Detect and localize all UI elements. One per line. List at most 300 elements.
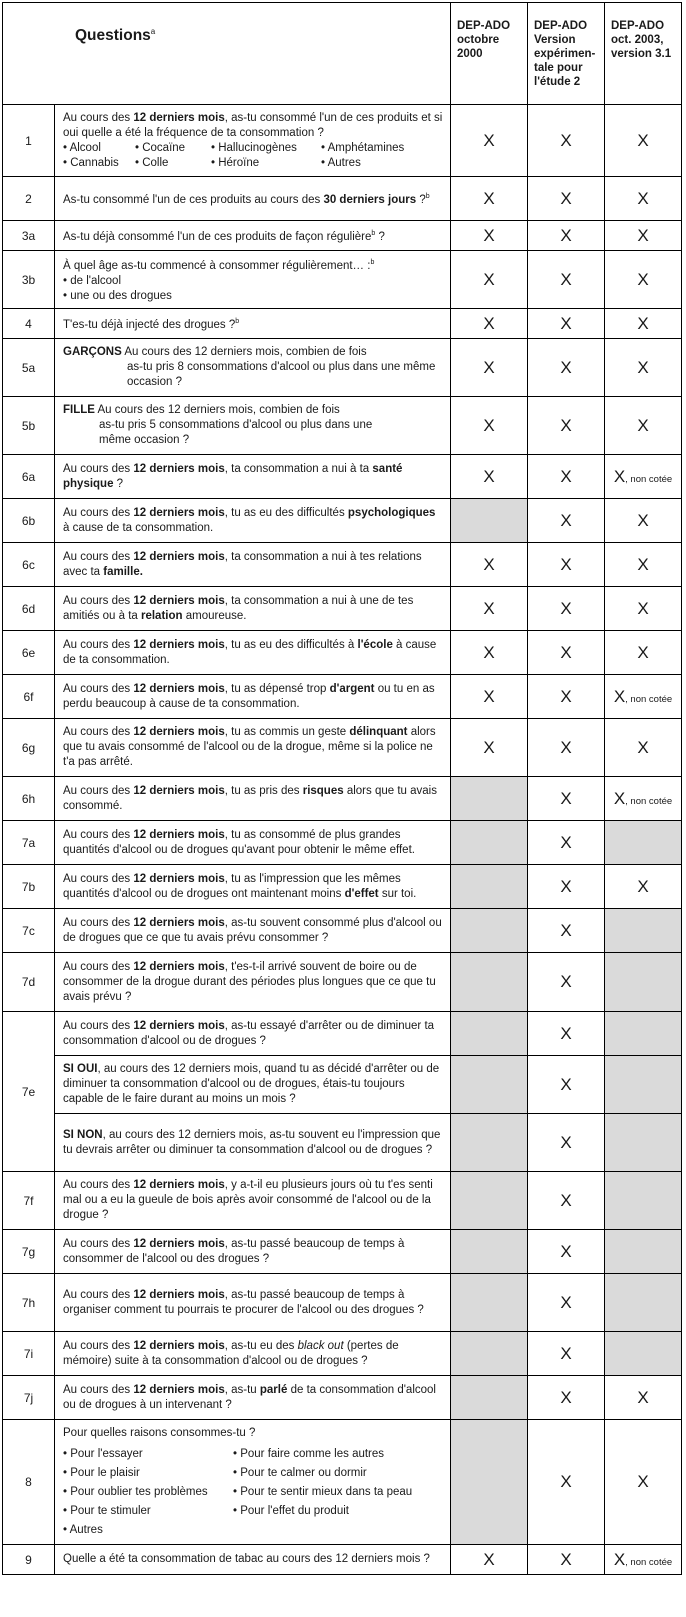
text-bold: 12 derniers mois xyxy=(133,506,225,519)
x-mark: X xyxy=(560,466,572,486)
text-bold: 12 derniers mois xyxy=(133,726,225,738)
text-part: Au cours des xyxy=(63,111,134,124)
table-row xyxy=(3,777,682,821)
row-number: 3b xyxy=(3,251,55,309)
mark-cell xyxy=(451,719,528,777)
footnote-sup: b xyxy=(370,259,375,267)
list-item: • Pour l'effet du produit xyxy=(233,1505,349,1517)
questions-header-label: Questions xyxy=(75,27,151,45)
list-item: • Autres xyxy=(321,156,361,169)
list-item: • Cannabis xyxy=(63,156,119,169)
text-part: , as-tu passé beaucoup de temps à organiser comment tu pourrais te procurer de l'alcool ou des drogues ? xyxy=(63,1288,424,1316)
row-number: 7c xyxy=(3,909,55,953)
text-part: à cause de ta consommation. xyxy=(63,638,437,666)
question-text xyxy=(55,777,451,821)
text-bold: 12 derniers mois xyxy=(133,550,225,563)
text-bold: 12 derniers mois xyxy=(133,1237,225,1250)
text-part: , au cours des 12 derniers mois, quand tu as décidé d'arrêter ou de diminuer ta consommation d'alcool ou de drogues, étais-tu toujours capable de le faire durant au moins un mois ? xyxy=(63,1063,440,1105)
empty-cell xyxy=(605,1230,682,1274)
text-part: , as-tu souvent consommé plus d'alcool ou de drogues que ce que tu avais prévu consommer ? xyxy=(63,916,442,944)
text-bold: santé physique xyxy=(63,462,403,490)
mark-cell xyxy=(451,309,528,339)
table-row xyxy=(3,953,682,1012)
text-part: Au cours des xyxy=(63,1019,134,1032)
text-part: , as-tu eu des xyxy=(224,1339,298,1352)
non-cotee-note: , non cotée xyxy=(625,693,673,705)
row-number: 7e xyxy=(3,1012,55,1172)
mark-cell xyxy=(605,543,682,587)
empty-cell xyxy=(451,1114,528,1172)
text-part: Au cours des xyxy=(63,726,134,738)
question-text xyxy=(55,339,451,397)
text-part: , tu as pris des xyxy=(224,784,303,797)
text-part: Au cours des xyxy=(63,1179,134,1191)
table-row xyxy=(3,1012,682,1056)
x-mark: X xyxy=(483,598,495,618)
empty-cell xyxy=(605,1274,682,1332)
list-item: • Alcool xyxy=(63,141,101,154)
x-mark: X xyxy=(560,554,572,574)
text-part: Au cours des xyxy=(63,916,134,929)
text-part: Au cours des xyxy=(63,1383,134,1396)
mark-cell xyxy=(451,543,528,587)
list-item: • Hallucinogènes xyxy=(211,141,297,154)
mark-cell xyxy=(528,821,605,865)
question-text xyxy=(55,1172,451,1230)
x-mark: X xyxy=(637,130,649,150)
empty-cell xyxy=(451,1376,528,1420)
mark-cell xyxy=(605,1420,682,1545)
list-item: • Amphétamines xyxy=(321,141,405,154)
x-mark: X xyxy=(560,686,572,706)
text-part: Quelle a été ta consommation de tabac au cours des 12 derniers mois ? xyxy=(63,1553,430,1565)
row-number: 7d xyxy=(3,953,55,1012)
mark-cell xyxy=(528,221,605,251)
text-part: Au cours des xyxy=(63,1237,134,1250)
question-text xyxy=(55,587,451,631)
substance-list xyxy=(63,141,443,171)
x-mark: X xyxy=(560,788,572,808)
text-part: , y a-t-il eu plusieurs jours où tu t'es senti mal ou a eu la gueule de bois après avoir consommé de l'alcool ou de la drogue ? xyxy=(63,1179,433,1221)
x-mark: X xyxy=(560,832,572,852)
text-bold: SI NON xyxy=(63,1128,103,1141)
mark-cell xyxy=(605,1376,682,1420)
table-row xyxy=(3,1172,682,1230)
x-mark: X xyxy=(483,737,495,757)
row-number: 6e xyxy=(3,631,55,675)
x-mark: X xyxy=(560,1549,572,1569)
mark-cell xyxy=(528,1332,605,1376)
table-row xyxy=(3,909,682,953)
x-mark: X xyxy=(483,313,495,333)
empty-cell xyxy=(605,1114,682,1172)
mark-cell xyxy=(528,1230,605,1274)
list-item: • Pour l'essayer xyxy=(63,1448,143,1460)
mark-cell xyxy=(605,675,682,719)
text-part: Au cours des xyxy=(63,1288,134,1301)
non-cotee-note: , non cotée xyxy=(625,1556,673,1568)
empty-cell xyxy=(451,909,528,953)
empty-cell xyxy=(451,777,528,821)
row-number: 6d xyxy=(3,587,55,631)
text-bold: GARÇONS xyxy=(63,346,122,358)
text-part: , ta consommation a nui à tes relations avec ta xyxy=(63,550,422,578)
mark-cell xyxy=(451,587,528,631)
x-mark: X xyxy=(560,737,572,757)
row-number: 7h xyxy=(3,1274,55,1332)
x-mark: X xyxy=(637,269,649,289)
non-cotee-note: , non cotée xyxy=(625,473,673,485)
question-text xyxy=(55,543,451,587)
text-bold: 12 derniers mois xyxy=(133,916,225,929)
text-part: à cause de ta consommation. xyxy=(63,521,214,534)
table-row xyxy=(3,1114,682,1172)
mark-cell xyxy=(528,587,605,631)
text-bold: 12 derniers mois xyxy=(133,1288,225,1301)
x-mark: X xyxy=(637,642,649,662)
text-part: , ta consommation a nui à une de tes amitiés ou à ta xyxy=(63,594,414,622)
text-part: Au cours des xyxy=(63,1339,134,1352)
mark-cell xyxy=(528,1056,605,1114)
mark-cell xyxy=(451,1545,528,1575)
text-part: As-tu consommé l'un de ces produits au cours des xyxy=(63,193,324,206)
text-part: , tu as consommé de plus grandes quantités d'alcool ou de drogues qu'avant pour obtenir le même effet. xyxy=(63,828,415,856)
text-part: (pertes de mémoire) suite à ta consommation d'alcool ou de drogues ? xyxy=(63,1339,399,1367)
question-text xyxy=(55,1012,451,1056)
empty-cell xyxy=(451,1012,528,1056)
x-mark: X xyxy=(483,1549,495,1569)
mark-cell xyxy=(451,675,528,719)
text-part: , tu as eu des difficultés xyxy=(224,506,348,519)
mark-cell xyxy=(528,953,605,1012)
row-number: 8 xyxy=(3,1420,55,1545)
row-number: 4 xyxy=(3,309,55,339)
x-mark: X xyxy=(560,415,572,435)
text-part: Pour quelles raisons consommes-tu ? xyxy=(63,1427,256,1439)
text-bold: 12 derniers mois xyxy=(133,638,225,651)
x-mark: X xyxy=(560,225,572,245)
text-bold: 12 derniers mois xyxy=(133,872,225,885)
row-number: 1 xyxy=(3,105,55,177)
text-bold: d'effet xyxy=(344,887,379,900)
x-mark: X xyxy=(560,510,572,530)
row-number: 7i xyxy=(3,1332,55,1376)
text-part: As-tu déjà consommé l'un de ces produits de façon régulière xyxy=(63,230,372,243)
mark-cell xyxy=(528,909,605,953)
table-row xyxy=(3,587,682,631)
row-number: 7a xyxy=(3,821,55,865)
text-part: sur toi. xyxy=(378,887,417,900)
text-part: Au cours des xyxy=(63,506,134,519)
table-row xyxy=(3,719,682,777)
text-part: , t'es-t-il arrivé souvent de boire ou de consommer de la drogue durant des périodes plus longues que ce que tu avais prévu ? xyxy=(63,960,436,1003)
row-number: 7j xyxy=(3,1376,55,1420)
mark-cell xyxy=(528,777,605,821)
text-part: Au cours des xyxy=(63,594,134,607)
x-mark: X xyxy=(637,510,649,530)
row-number: 5b xyxy=(3,397,55,455)
text-part: , as-tu essayé d'arrêter ou de diminuer ta consommation d'alcool ou de drogues ? xyxy=(63,1019,435,1047)
table-row xyxy=(3,1332,682,1376)
text-part: ou tu en as perdu beaucoup à cause de ta consommation. xyxy=(63,682,435,710)
mark-cell xyxy=(605,587,682,631)
row-number: 5a xyxy=(3,339,55,397)
x-mark: X xyxy=(483,554,495,574)
mark-cell xyxy=(528,631,605,675)
text-part: Au cours des xyxy=(63,784,134,797)
text-bold: psychologiques xyxy=(347,506,436,519)
question-text xyxy=(55,631,451,675)
x-mark: X xyxy=(637,415,649,435)
text-bold: famille. xyxy=(103,565,143,578)
row-number: 7g xyxy=(3,1230,55,1274)
table-row xyxy=(3,397,682,455)
x-mark: X xyxy=(613,788,626,808)
x-mark: X xyxy=(483,642,495,662)
x-mark: X xyxy=(560,313,572,333)
x-mark: X xyxy=(560,972,572,991)
empty-cell xyxy=(451,1056,528,1114)
mark-cell xyxy=(451,631,528,675)
question-text xyxy=(55,1056,451,1114)
text-part: Au cours des 12 derniers mois, combien de fois xyxy=(121,346,367,358)
mark-cell xyxy=(605,339,682,397)
question-text xyxy=(55,1274,451,1332)
mark-cell xyxy=(528,309,605,339)
text-bold: parlé xyxy=(259,1383,288,1396)
table-row xyxy=(3,1545,682,1575)
empty-cell xyxy=(451,1274,528,1332)
row-number: 7f xyxy=(3,1172,55,1230)
mark-cell xyxy=(528,675,605,719)
text-bold: 12 derniers mois xyxy=(133,594,225,607)
row-number: 2 xyxy=(3,177,55,221)
table-row xyxy=(3,221,682,251)
x-mark: X xyxy=(613,1549,626,1569)
text-bold: 12 derniers mois xyxy=(133,828,225,841)
x-mark: X xyxy=(560,1190,572,1210)
text-bold: l'école xyxy=(357,638,393,651)
text-bold: 12 derniers mois xyxy=(133,1339,225,1352)
table-row xyxy=(3,309,682,339)
x-mark: X xyxy=(560,876,572,896)
question-text xyxy=(55,675,451,719)
list-item: • Pour le plaisir xyxy=(63,1467,140,1479)
list-item: • Cocaïne xyxy=(135,141,186,154)
mark-cell xyxy=(451,221,528,251)
x-mark: X xyxy=(483,188,495,208)
mark-cell xyxy=(528,1172,605,1230)
list-item: • Autres xyxy=(63,1524,103,1536)
question-text xyxy=(55,909,451,953)
table-row xyxy=(3,1376,682,1420)
empty-cell xyxy=(605,1056,682,1114)
text-part: Au cours des xyxy=(63,682,134,695)
questions-header xyxy=(3,3,451,105)
text-bold: 12 derniers mois xyxy=(133,111,225,124)
text-bold: 12 derniers mois xyxy=(133,682,225,695)
mark-cell xyxy=(451,105,528,177)
mark-cell xyxy=(528,251,605,309)
mark-cell xyxy=(605,719,682,777)
x-mark: X xyxy=(483,686,495,706)
row-number: 6b xyxy=(3,499,55,543)
mark-cell xyxy=(451,455,528,499)
empty-cell xyxy=(451,1332,528,1376)
footnote-sup: b xyxy=(425,193,430,201)
mark-cell xyxy=(528,1012,605,1056)
row-number: 9 xyxy=(3,1545,55,1575)
text-part: , as-tu passé beaucoup de temps à consommer de l'alcool ou des drogues ? xyxy=(63,1237,405,1265)
x-mark: X xyxy=(560,357,572,377)
question-text xyxy=(55,1545,451,1575)
mark-cell xyxy=(528,1376,605,1420)
x-mark: X xyxy=(637,1472,649,1491)
x-mark: X xyxy=(483,415,495,435)
questions-table xyxy=(2,2,682,1575)
text-part: ? xyxy=(113,477,124,490)
text-bold: d'argent xyxy=(329,682,375,695)
x-mark: X xyxy=(560,1387,572,1407)
empty-cell xyxy=(451,865,528,909)
mark-cell xyxy=(528,397,605,455)
mark-cell xyxy=(528,177,605,221)
mark-cell xyxy=(451,339,528,397)
question-text xyxy=(55,865,451,909)
mark-cell xyxy=(528,1545,605,1575)
question-text xyxy=(55,1376,451,1420)
x-mark: X xyxy=(637,737,649,757)
x-mark: X xyxy=(483,466,495,486)
question-text xyxy=(55,1420,451,1545)
text-part: Au cours des xyxy=(63,550,134,563)
x-mark: X xyxy=(637,1387,649,1407)
question-text xyxy=(55,719,451,777)
mark-cell xyxy=(605,1545,682,1575)
x-mark: X xyxy=(560,920,572,940)
table-row xyxy=(3,251,682,309)
mark-cell xyxy=(528,455,605,499)
text-bold: 12 derniers mois xyxy=(133,1383,225,1396)
table-row xyxy=(3,105,682,177)
x-mark: X xyxy=(560,642,572,662)
empty-cell xyxy=(451,1172,528,1230)
empty-cell xyxy=(451,953,528,1012)
list-item: • Colle xyxy=(135,156,169,169)
text-part: À quel âge as-tu commencé à consommer régulièrement… : xyxy=(63,259,371,272)
text-bold: risques xyxy=(302,784,344,797)
empty-cell xyxy=(451,1420,528,1545)
text-bold: FILLE xyxy=(63,404,95,416)
question-text xyxy=(55,251,451,309)
empty-cell xyxy=(605,821,682,865)
mark-cell xyxy=(605,865,682,909)
text-part: de ta consommation d'alcool ou de drogues à un intervenant ? xyxy=(63,1383,436,1411)
text-bold: 12 derniers mois xyxy=(133,960,225,973)
x-mark: X xyxy=(560,188,572,208)
text-part: amoureuse. xyxy=(182,609,247,622)
text-bold: délinquant xyxy=(349,726,408,738)
empty-cell xyxy=(605,909,682,953)
x-mark: X xyxy=(560,1343,572,1363)
text-part: alors que tu avais consommé de l'alcool ou de la drogue, même si la police ne t'a pas arrêté. xyxy=(63,726,436,768)
question-text xyxy=(55,953,451,1012)
x-mark: X xyxy=(560,1074,572,1094)
list-item: • une ou des drogues xyxy=(63,289,172,302)
question-text xyxy=(55,221,451,251)
list-item: • Pour te calmer ou dormir xyxy=(233,1467,367,1479)
table-row xyxy=(3,339,682,397)
list-item: • Pour te sentir mieux dans ta peau xyxy=(233,1486,413,1498)
text-part: , tu as dépensé trop xyxy=(224,682,330,695)
text-part: , as-tu consommé l'un de ces produits et si oui quelle a été la fréquence de ta consommation ? xyxy=(63,111,443,139)
table-row xyxy=(3,1230,682,1274)
x-mark: X xyxy=(560,269,572,289)
x-mark: X xyxy=(483,130,495,150)
question-text xyxy=(55,1332,451,1376)
text-part: , as-tu xyxy=(224,1383,260,1396)
mark-cell xyxy=(528,719,605,777)
col-header-experimental: DEP-ADO Version expérimen-tale pour l'étude 2 xyxy=(528,3,605,105)
col-header-2000: DEP-ADO octobre 2000 xyxy=(451,3,528,105)
text-part: Au cours des xyxy=(63,638,134,651)
question-text xyxy=(55,455,451,499)
mark-cell xyxy=(451,397,528,455)
mark-cell xyxy=(528,105,605,177)
table-row xyxy=(3,821,682,865)
row-number: 7b xyxy=(3,865,55,909)
text-bold: relation xyxy=(140,609,183,622)
x-mark: X xyxy=(560,1132,572,1152)
x-mark: X xyxy=(483,357,495,377)
x-mark: X xyxy=(637,188,649,208)
question-text xyxy=(55,177,451,221)
mark-cell xyxy=(605,397,682,455)
mark-cell xyxy=(528,1114,605,1172)
text-part: ? xyxy=(375,230,385,243)
mark-cell xyxy=(605,177,682,221)
mark-cell xyxy=(528,1274,605,1332)
x-mark: X xyxy=(560,1241,572,1261)
text-part: Au cours des xyxy=(63,960,134,973)
x-mark: X xyxy=(613,466,626,486)
text-part: , tu as commis un geste xyxy=(224,726,350,738)
footnote-sup: b xyxy=(371,230,376,238)
list-item: • Pour te stimuler xyxy=(63,1505,151,1517)
x-mark: X xyxy=(637,225,649,245)
x-mark: X xyxy=(637,876,649,896)
row-number: 6g xyxy=(3,719,55,777)
text-part: Au cours des xyxy=(63,462,134,475)
text-bold: 30 derniers jours xyxy=(323,193,417,206)
empty-cell xyxy=(605,1332,682,1376)
table-row xyxy=(3,675,682,719)
text-part: , tu as l'impression que les mêmes quantités d'alcool ou de drogues ont maintenant moins xyxy=(63,872,401,900)
table-row xyxy=(3,1274,682,1332)
x-mark: X xyxy=(560,1023,572,1043)
list-item: • Pour faire comme les autres xyxy=(233,1448,385,1460)
row-number: 6c xyxy=(3,543,55,587)
row-number: 6a xyxy=(3,455,55,499)
list-item: • Pour oublier tes problèmes xyxy=(63,1486,208,1498)
x-mark: X xyxy=(560,1472,572,1491)
text-part: T'es-tu déjà injecté des drogues ? xyxy=(63,318,236,331)
empty-cell xyxy=(605,953,682,1012)
row-number: 3a xyxy=(3,221,55,251)
table-row xyxy=(3,455,682,499)
mark-cell xyxy=(605,105,682,177)
table-row xyxy=(3,631,682,675)
